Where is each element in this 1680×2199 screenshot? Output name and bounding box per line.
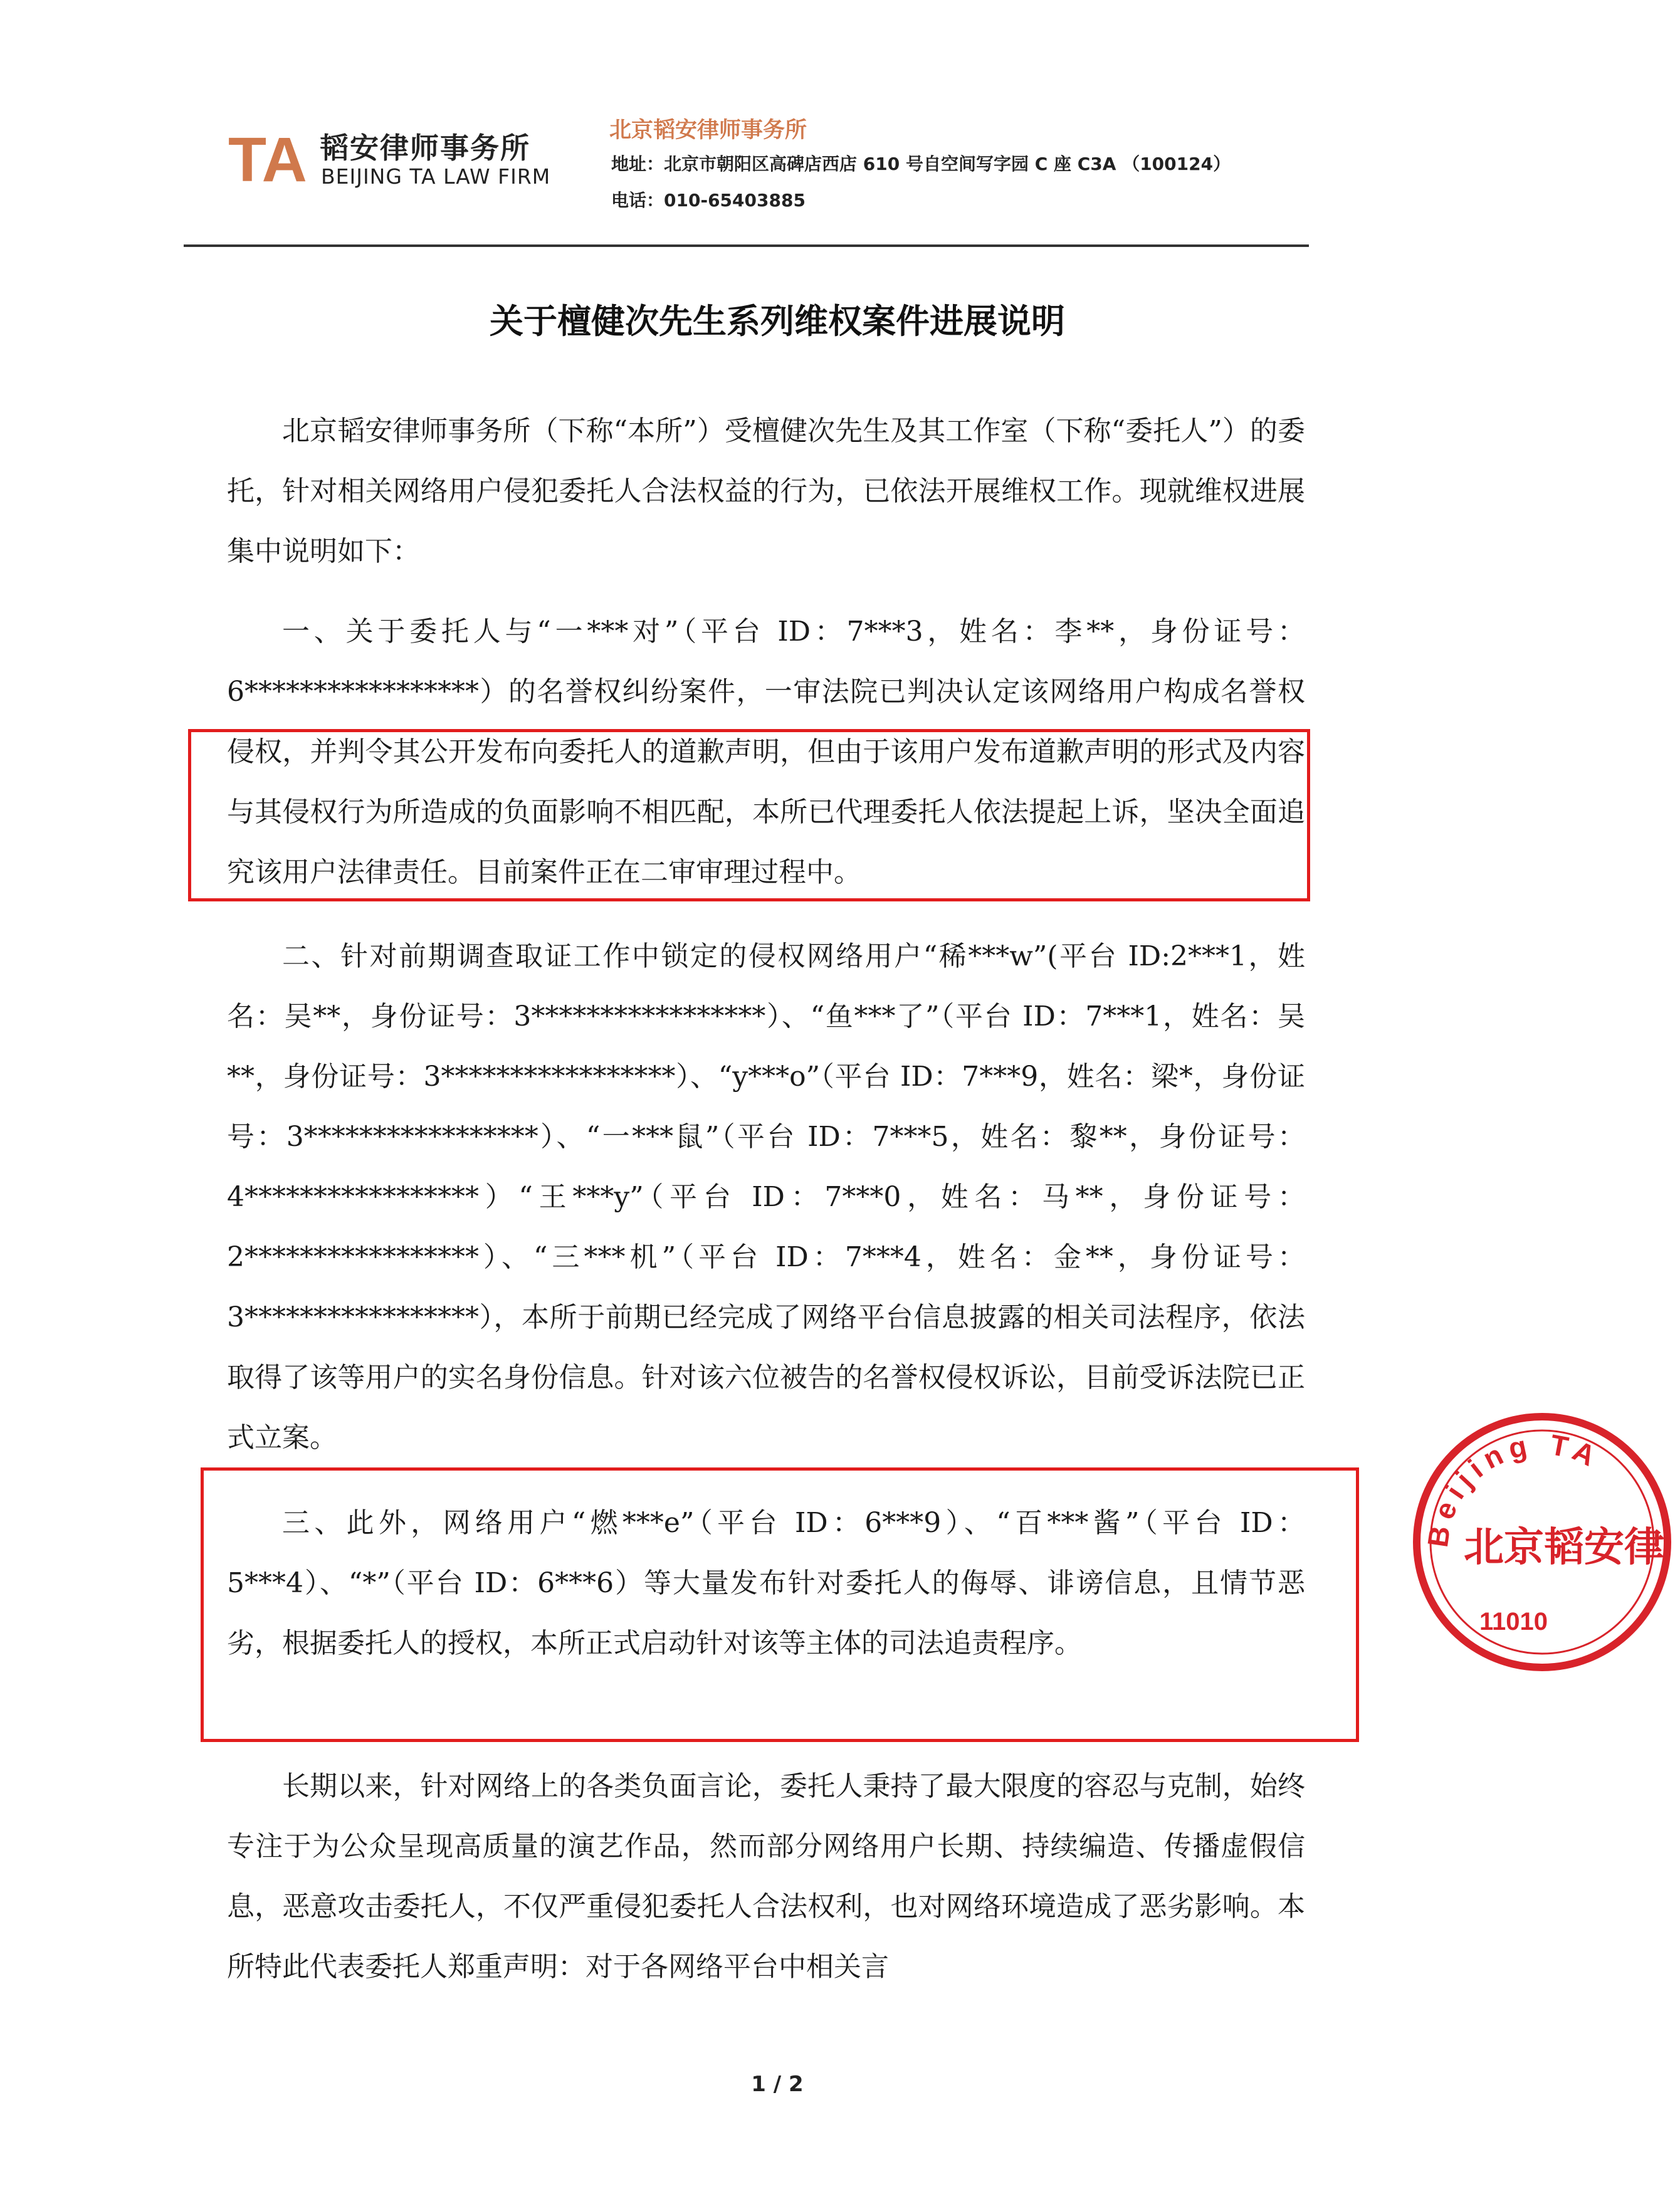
logo-mark: TA xyxy=(228,125,307,195)
paragraph-item-1: 一、关于委托人与“一***对”（平台 ID：7***3，姓名：李**，身份证号：6*****************）的名誉权纠纷案件，一审法院已判决认定该网络用户构成名誉权侵权，并判令其公开发布向委托人的道歉声明，但由于该用户发布道歉声明的形式及内容与其侵权行为所造成的负面影响不相匹配，本所已代理委托人依法提起上诉，坚决全面追究该用户法律责任。目前案件正在二审审理过程中。 xyxy=(227,616,1305,888)
seal-english-text: Beijing TA xyxy=(1420,1427,1607,1550)
document-title: 关于檀健次先生系列维权案件进展说明 xyxy=(490,302,1065,341)
paragraph-item-3: 三、此外，网络用户“燃***e”（平台 ID：6***9）、“百***酱”（平台 ID：5***4）、“*”（平台 ID：6***6）等大量发布针对委托人的侮辱、诽谤信息，且情节恶劣，根据委托人的授权，本所正式启动针对该等主体的司法追责程序。 xyxy=(227,1507,1305,1659)
firm-name-header: 北京韬安律师事务所 xyxy=(609,118,807,143)
firm-logo-icon xyxy=(227,125,315,195)
paragraph-item-2: 二、针对前期调查取证工作中锁定的侵权网络用户“稀***w”(平台 ID:2***1，姓名：吴**，身份证号：3*****************）、“鱼***了”（平台 ID：7***1，姓名：吴**，身份证号：3*****************）、“y***o”（平台 ID：7***9，姓名：梁*，身份证号：3*****************）、“一***鼠”（平台 ID：7***5，姓名：黎**，身份证号：4*****************）“王***y”（平台 ID：7***0，姓名：马**，身份证号：2*****************）、“三***机”（平台 ID：7***4，姓名：金**，身份证号：3*****************），本所于前期已经完成了网络平台信息披露的相关司法程序，依法取得了该等用户的实名身份信息。针对该六位被告的名誉权侵权诉讼，目前受诉法院已正式立案。 xyxy=(227,940,1305,1454)
paragraph-statement: 长期以来，针对网络上的各类负面言论，委托人秉持了最大限度的容忍与克制，始终专注于为公众呈现高质量的演艺作品，然而部分网络用户长期、持续编造、传播虚假信息，恶意攻击委托人，不仅严重侵犯委托人合法权利，也对网络环境造成了恶劣影响。本所特此代表委托人郑重声明：对于各网络平台中相关言 xyxy=(227,1770,1305,1983)
seal-chinese-text: 北京韬安律 xyxy=(1464,1525,1664,1571)
paragraph-intro: 北京韬安律师事务所（下称“本所”）受檀健次先生及其工作室（下称“委托人”）的委托，针对相关网络用户侵犯委托人合法权益的行为，已依法开展维权工作。现就维权进展集中说明如下： xyxy=(227,415,1305,567)
page-number: 1 / 2 xyxy=(751,2072,804,2097)
logo-english-name: BEIJING TA LAW FIRM xyxy=(321,164,551,189)
seal-number: 11010 xyxy=(1479,1608,1548,1635)
official-seal-icon xyxy=(1404,1404,1680,1680)
logo-chinese-name: 韬安律师事务所 xyxy=(320,131,530,165)
firm-phone: 电话：010-65403885 xyxy=(611,190,806,211)
header-divider xyxy=(184,244,1309,247)
firm-address: 地址：北京市朝阳区高碑店西店 610 号自空间写字园 C 座 C3A （100124） xyxy=(611,154,1231,174)
